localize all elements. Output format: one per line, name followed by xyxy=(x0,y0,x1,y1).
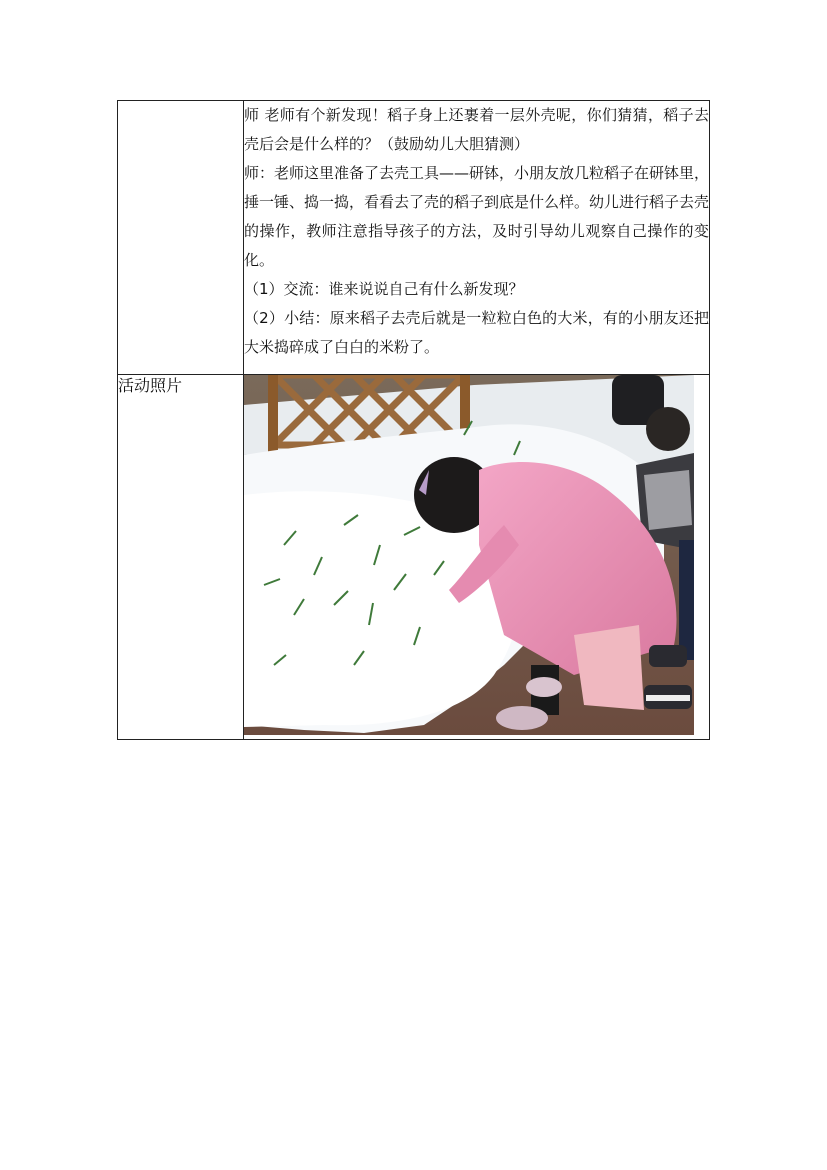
text-row xyxy=(118,101,710,375)
photo-label: 活动照片 xyxy=(118,375,244,740)
empty-label-cell xyxy=(118,101,244,375)
activity-photo xyxy=(244,375,694,735)
paragraph-operation: 师：老师这里准备了去壳工具——研钵，小朋友放几粒稻子在研钵里，捶一锤、捣一捣，看看去了壳的稻子到底是什么样。幼儿进行稻子去壳的操作，教师注意指导孩子的方法，及时引导幼儿观察自己操作的变化。 xyxy=(244,164,710,269)
paragraph-exchange: （1）交流：谁来说说自己有什么新发现？ xyxy=(244,280,524,298)
paragraph-summary: （2）小结：原来稻子去壳后就是一粒粒白色的大米，有的小朋友还把大米捣碎成了白白的米粉了。 xyxy=(244,309,709,356)
activity-table xyxy=(117,100,710,740)
activity-text-cell xyxy=(244,101,710,375)
photo-row xyxy=(118,375,710,740)
paragraph-discovery: 师 老师有个新发现！稻子身上还裹着一层外壳呢，你们猜猜，稻子去壳后会是什么样的？（鼓励幼儿大胆猜测） xyxy=(244,106,709,153)
photo-cell xyxy=(244,375,710,740)
